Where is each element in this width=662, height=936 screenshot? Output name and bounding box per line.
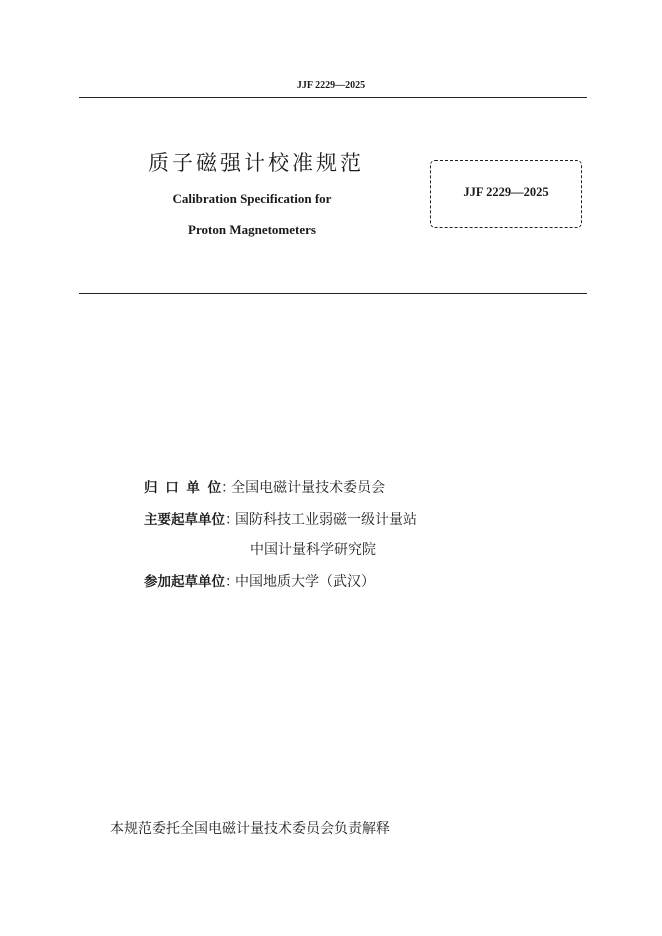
header-standard-code: JJF 2229—2025 xyxy=(296,80,366,91)
org-row-main-drafting-unit-2 xyxy=(250,539,376,559)
header-divider xyxy=(79,97,587,98)
org-label: 主要起草单位 xyxy=(144,512,225,528)
page-title-english-line2: Proton Magnetometers xyxy=(188,222,316,237)
org-colon: ： xyxy=(225,574,239,590)
standard-code-box-text: JJF 2229—2025 xyxy=(463,184,549,199)
org-value: 中国计量科学研究院 xyxy=(250,542,376,558)
standard-code-box xyxy=(430,160,582,228)
page-title-english-line1: Calibration Specification for xyxy=(172,191,332,206)
org-colon: ： xyxy=(225,512,239,528)
org-row-participating-unit xyxy=(144,570,375,591)
title-section-divider xyxy=(79,293,587,294)
org-row-main-drafting-unit xyxy=(144,508,417,529)
org-row-centralized-unit xyxy=(144,476,385,497)
page-title-chinese: 质子磁强计校准规范 xyxy=(148,151,364,175)
org-value: 国防科技工业弱磁一级计量站 xyxy=(235,512,417,528)
org-value: 全国电磁计量技术委员会 xyxy=(231,480,386,496)
interpretation-note: 本规范委托全国电磁计量技术委员会负责解释 xyxy=(110,821,390,837)
org-colon: ： xyxy=(221,480,236,496)
org-label: 归 口 单 位 xyxy=(144,480,222,496)
org-value: 中国地质大学（武汉） xyxy=(235,574,375,590)
org-label: 参加起草单位 xyxy=(144,574,225,590)
